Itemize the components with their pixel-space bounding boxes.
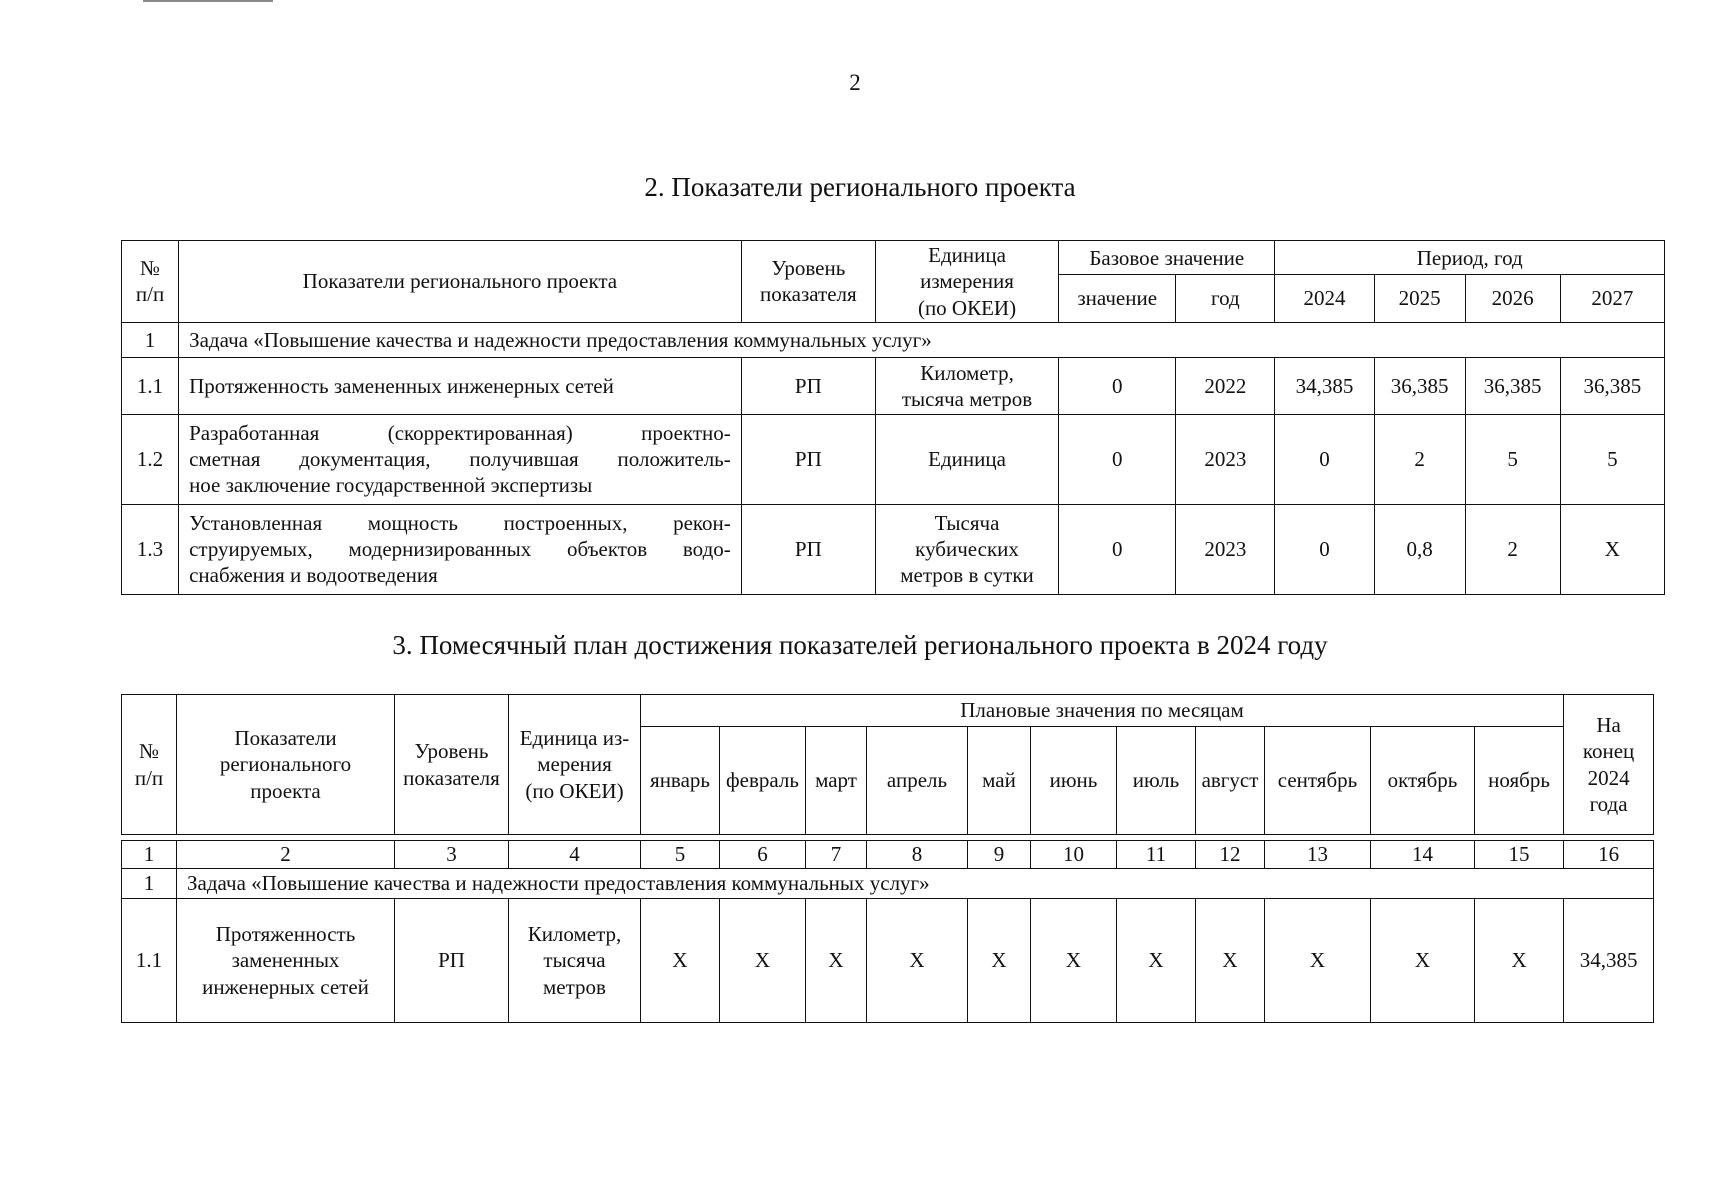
table-row bbox=[122, 899, 1654, 1023]
row-base-value: 0 bbox=[1059, 357, 1176, 414]
row-indicator: Установленная мощность построенных, рекон- струируемых, модернизированных объектов водо- снабжения и водоотведения bbox=[179, 504, 742, 594]
row-2026: 5 bbox=[1465, 414, 1560, 504]
col-number: 1 bbox=[122, 841, 177, 869]
row-indicator: Протяженность замененных инженерных сетей bbox=[179, 357, 742, 414]
col-number: 12 bbox=[1196, 841, 1265, 869]
row-num: 1.1 bbox=[122, 357, 179, 414]
header-period: Период, год bbox=[1275, 241, 1665, 275]
col-number: 9 bbox=[968, 841, 1031, 869]
row-2025: 0,8 bbox=[1374, 504, 1465, 594]
col-number: 10 bbox=[1031, 841, 1117, 869]
row-month-sep: X bbox=[1265, 899, 1371, 1023]
header-month-aug: август bbox=[1196, 727, 1265, 835]
row-base-year: 2022 bbox=[1176, 357, 1275, 414]
row-month-jul: X bbox=[1117, 899, 1196, 1023]
row-month-feb: X bbox=[720, 899, 806, 1023]
row-2025: 2 bbox=[1374, 414, 1465, 504]
row-2025: 36,385 bbox=[1374, 357, 1465, 414]
header-base-year: год bbox=[1176, 275, 1275, 322]
col-number: 4 bbox=[509, 841, 641, 869]
task-text: Задача «Повышение качества и надежности предоставления коммунальных услуг» bbox=[177, 869, 1654, 899]
header-unit: Единица из- мерения (по ОКЕИ) bbox=[509, 695, 641, 835]
row-month-nov: X bbox=[1475, 899, 1564, 1023]
task-num: 1 bbox=[122, 869, 177, 899]
row-indicator: Разработанная (скорректированная) проектно- сметная документация, получившая положитель- ное заключение государственной экспертизы bbox=[179, 414, 742, 504]
header-planned: Плановые значения по месяцам bbox=[641, 695, 1564, 727]
header-month-jan: январь bbox=[641, 727, 720, 835]
top-edge-line bbox=[143, 0, 273, 2]
task-row bbox=[122, 322, 1665, 357]
header-month-mar: март bbox=[806, 727, 867, 835]
table-row bbox=[122, 414, 1665, 504]
col-number: 13 bbox=[1265, 841, 1371, 869]
row-month-oct: X bbox=[1371, 899, 1475, 1023]
col-number: 14 bbox=[1371, 841, 1475, 869]
task-row bbox=[122, 869, 1654, 899]
col-number: 15 bbox=[1475, 841, 1564, 869]
header-month-apr: апрель bbox=[867, 727, 968, 835]
row-2026: 36,385 bbox=[1465, 357, 1560, 414]
row-month-may: X bbox=[968, 899, 1031, 1023]
row-unit: Тысяча кубических метров в сутки bbox=[875, 504, 1058, 594]
header-indicator: Показатели регионального проекта bbox=[179, 241, 742, 323]
header-level: Уровень показателя bbox=[395, 695, 509, 835]
header-end-of-year: На конец 2024 года bbox=[1564, 695, 1654, 835]
row-level: РП bbox=[395, 899, 509, 1023]
section2-title: 2. Показатели регионального проекта bbox=[644, 172, 1076, 202]
header-month-sep: сентябрь bbox=[1265, 727, 1371, 835]
row-level: РП bbox=[741, 504, 875, 594]
header-year-2026: 2026 bbox=[1465, 275, 1560, 322]
section3-title: 3. Помесячный план достижения показателей регионального проекта в 2024 году bbox=[392, 630, 1328, 660]
column-number-row bbox=[122, 841, 1654, 869]
col-number: 7 bbox=[806, 841, 867, 869]
header-month-may: май bbox=[968, 727, 1031, 835]
header-month-jun: июнь bbox=[1031, 727, 1117, 835]
col-number: 6 bbox=[720, 841, 806, 869]
row-2027: 5 bbox=[1560, 414, 1664, 504]
row-num: 1.2 bbox=[122, 414, 179, 504]
row-base-year: 2023 bbox=[1176, 414, 1275, 504]
row-2024: 0 bbox=[1275, 504, 1374, 594]
monthly-plan-table bbox=[121, 694, 1654, 1023]
col-number: 2 bbox=[177, 841, 395, 869]
row-num: 1.1 bbox=[122, 899, 177, 1023]
table-row bbox=[122, 357, 1665, 414]
col-number: 5 bbox=[641, 841, 720, 869]
col-number: 11 bbox=[1117, 841, 1196, 869]
col-number: 3 bbox=[395, 841, 509, 869]
row-month-jan: X bbox=[641, 899, 720, 1023]
row-2026: 2 bbox=[1465, 504, 1560, 594]
header-year-2027: 2027 bbox=[1560, 275, 1664, 322]
row-base-value: 0 bbox=[1059, 504, 1176, 594]
row-unit: Единица bbox=[875, 414, 1058, 504]
header-month-feb: февраль bbox=[720, 727, 806, 835]
header-year-2024: 2024 bbox=[1275, 275, 1374, 322]
row-2024: 0 bbox=[1275, 414, 1374, 504]
header-base: Базовое значение bbox=[1059, 241, 1275, 275]
row-month-mar: X bbox=[806, 899, 867, 1023]
row-2027: X bbox=[1560, 504, 1664, 594]
header-month-nov: ноябрь bbox=[1475, 727, 1564, 835]
row-month-aug: X bbox=[1196, 899, 1265, 1023]
row-unit: Километр, тысяча метров bbox=[509, 899, 641, 1023]
row-2024: 34,385 bbox=[1275, 357, 1374, 414]
header-base-value: значение bbox=[1059, 275, 1176, 322]
col-number: 16 bbox=[1564, 841, 1654, 869]
table-row bbox=[122, 504, 1665, 594]
row-2027: 36,385 bbox=[1560, 357, 1664, 414]
header-num: № п/п bbox=[122, 241, 179, 323]
row-month-jun: X bbox=[1031, 899, 1117, 1023]
row-month-apr: X bbox=[867, 899, 968, 1023]
row-base-year: 2023 bbox=[1176, 504, 1275, 594]
row-level: РП bbox=[741, 357, 875, 414]
row-end-of-year: 34,385 bbox=[1564, 899, 1654, 1023]
row-unit: Километр, тысяча метров bbox=[875, 357, 1058, 414]
header-month-jul: июль bbox=[1117, 727, 1196, 835]
header-unit: Единица измерения (по ОКЕИ) bbox=[875, 241, 1058, 323]
row-num: 1.3 bbox=[122, 504, 179, 594]
task-text: Задача «Повышение качества и надежности предоставления коммунальных услуг» bbox=[179, 322, 1665, 357]
indicators-table bbox=[121, 240, 1665, 595]
header-month-oct: октябрь bbox=[1371, 727, 1475, 835]
header-year-2025: 2025 bbox=[1374, 275, 1465, 322]
task-num: 1 bbox=[122, 322, 179, 357]
header-indicator: Показатели регионального проекта bbox=[177, 695, 395, 835]
header-level: Уровень показателя bbox=[741, 241, 875, 323]
col-number: 8 bbox=[867, 841, 968, 869]
page-number: 2 bbox=[849, 70, 861, 95]
row-indicator: Протяженность замененных инженерных сетей bbox=[177, 899, 395, 1023]
row-base-value: 0 bbox=[1059, 414, 1176, 504]
header-num: № п/п bbox=[122, 695, 177, 835]
row-level: РП bbox=[741, 414, 875, 504]
